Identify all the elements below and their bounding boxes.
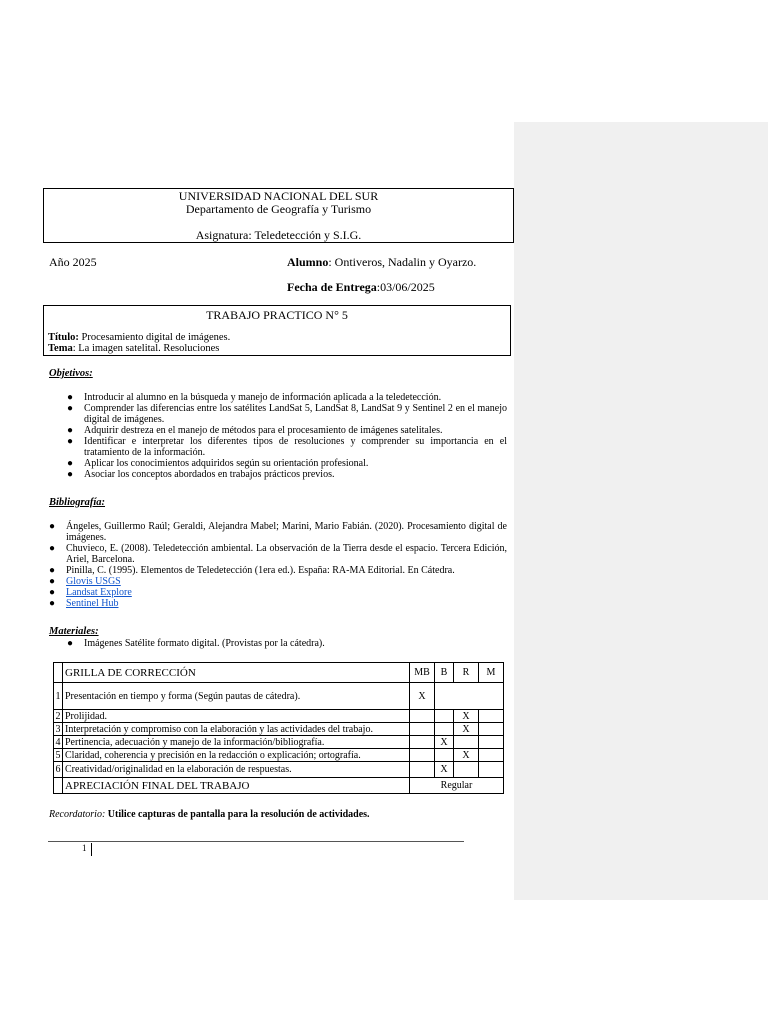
- comments-pane: [514, 122, 768, 900]
- titulo-value: Procesamiento digital de imágenes.: [78, 332, 231, 343]
- footer-bar: [91, 843, 92, 856]
- year-text: Año 2025: [49, 255, 97, 269]
- table-row: 2 Prolijidad. X: [54, 710, 504, 723]
- grid-title: GRILLA DE CORRECCIÓN: [63, 663, 410, 683]
- bibliography-heading: Bibliografía:: [49, 497, 106, 508]
- header-box: [43, 188, 514, 243]
- list-item: ● Imágenes Satélite formato digital. (Provistas por la cátedra).: [67, 638, 325, 649]
- table-row: 1 Presentación en tiempo y forma (Según pautas de cátedra). X: [54, 683, 504, 710]
- grid-col-b: B: [435, 663, 454, 683]
- list-item: [49, 587, 507, 598]
- grid-col-r: R: [454, 663, 479, 683]
- link-landsat-explore[interactable]: Landsat Explore: [66, 587, 132, 598]
- titulo-label: Título:: [48, 332, 79, 343]
- materials-heading: Materiales:: [49, 626, 99, 637]
- tema-label: Tema: [48, 343, 73, 354]
- bibliography-list: [49, 521, 507, 609]
- department-name: Departamento de Geografía y Turismo: [185, 202, 372, 216]
- bullet-icon: ●: [49, 587, 56, 598]
- grid-col-mb: MB: [410, 663, 435, 683]
- list-item: [49, 598, 507, 609]
- delivery-label: Fecha de Entrega: [287, 280, 377, 294]
- list-item: ● Pinilla, C. (1995). Elementos de Teledetección (1era ed.). España: RA-MA Editorial. En Cátedra.: [49, 565, 455, 576]
- bullet-icon: ●: [67, 469, 74, 480]
- bullet-icon: ●: [67, 403, 74, 414]
- bullet-icon: ●: [67, 638, 74, 649]
- correction-grid: [53, 662, 504, 794]
- materials-list: [49, 638, 507, 649]
- page-number: 1: [82, 843, 87, 853]
- list-item: ● Asociar los conceptos abordados en trabajos prácticos previos.: [67, 469, 335, 480]
- table-row: 6 Creatividad/originalidad en la elaboración de respuestas. X: [54, 762, 504, 778]
- final-appraisal-value: Regular: [410, 778, 504, 794]
- practical-work-title: TRABAJO PRACTICO N° 5: [206, 308, 348, 322]
- grid-final-row: [54, 778, 504, 794]
- link-sentinel-hub[interactable]: Sentinel Hub: [66, 598, 119, 609]
- list-item: ● Introducir al alumno en la búsqueda y manejo de información aplicada a la teledetección.: [67, 392, 442, 403]
- university-name: UNIVERSIDAD NACIONAL DEL SUR: [178, 189, 379, 203]
- delivery-value: :03/06/2025: [376, 280, 435, 294]
- student-line: [287, 255, 476, 270]
- tema-line: [48, 343, 219, 354]
- table-row: 3 Interpretación y compromiso con la elaboración y las actividades del trabajo. X: [54, 723, 504, 736]
- student-value: : Ontiveros, Nadalin y Oyarzo.: [328, 255, 477, 269]
- table-row: 4 Pertinencia, adecuación y manejo de la información/bibliografía. X: [54, 736, 504, 749]
- practical-work-box: [43, 305, 511, 356]
- delivery-line: [287, 280, 435, 295]
- bullet-icon: ●: [67, 392, 74, 403]
- reminder-label: Recordatorio:: [49, 809, 106, 820]
- student-label: Alumno: [287, 255, 329, 269]
- reminder-text: Utilice capturas de pantalla para la resolución de actividades.: [105, 809, 370, 820]
- link-glovis-usgs[interactable]: Glovis USGS: [66, 576, 121, 587]
- titulo-line: [48, 332, 230, 343]
- bullet-icon: ●: [67, 436, 74, 447]
- bullet-icon: ●: [49, 598, 56, 609]
- list-item: [49, 576, 507, 587]
- list-item: ● Chuvieco, E. (2008). Teledetección ambiental. La observación de la Tierra desde el espacio. Tercera Edición, Ariel, Barcelona.: [49, 543, 507, 565]
- table-row: 5 Claridad, coherencia y precisión en la redacción o explicación; ortografía. X: [54, 749, 504, 762]
- footer-divider: [48, 841, 464, 842]
- list-item: ● Comprender las diferencias entre los satélites LandSat 5, LandSat 8, LandSat 9 y Sentinel 2 en el manejo digital de imágenes.: [67, 403, 507, 425]
- bullet-icon: ●: [67, 458, 74, 469]
- list-item: ● Identificar e interpretar los diferentes tipos de resoluciones y comprender su importancia en el tratamiento de la información.: [67, 436, 507, 458]
- bullet-icon: ●: [49, 543, 56, 554]
- bullet-icon: ●: [49, 521, 56, 532]
- reminder-line: [49, 809, 370, 820]
- objectives-list: [49, 392, 507, 480]
- list-item: ● Ángeles, Guillermo Raúl; Geraldi, Alejandra Mabel; Marini, Mario Fabián. (2020). Procesamiento digital de imágenes.: [49, 521, 507, 543]
- grid-col-m: M: [479, 663, 504, 683]
- objectives-heading: Objetivos:: [49, 368, 93, 379]
- grid-header-row: [54, 663, 504, 683]
- final-appraisal-label: APRECIACIÓN FINAL DEL TRABAJO: [63, 778, 410, 794]
- bullet-icon: ●: [49, 576, 56, 587]
- subject-name: Asignatura: Teledetección y S.I.G.: [195, 228, 362, 242]
- tema-value: : La imagen satelital. Resoluciones: [72, 343, 220, 354]
- list-item: ● Adquirir destreza en el manejo de métodos para el procesamiento de imágenes satelitales.: [67, 425, 443, 436]
- list-item: ● Aplicar los conocimientos adquiridos según su orientación profesional.: [67, 458, 369, 469]
- bullet-icon: ●: [67, 425, 74, 436]
- bullet-icon: ●: [49, 565, 56, 576]
